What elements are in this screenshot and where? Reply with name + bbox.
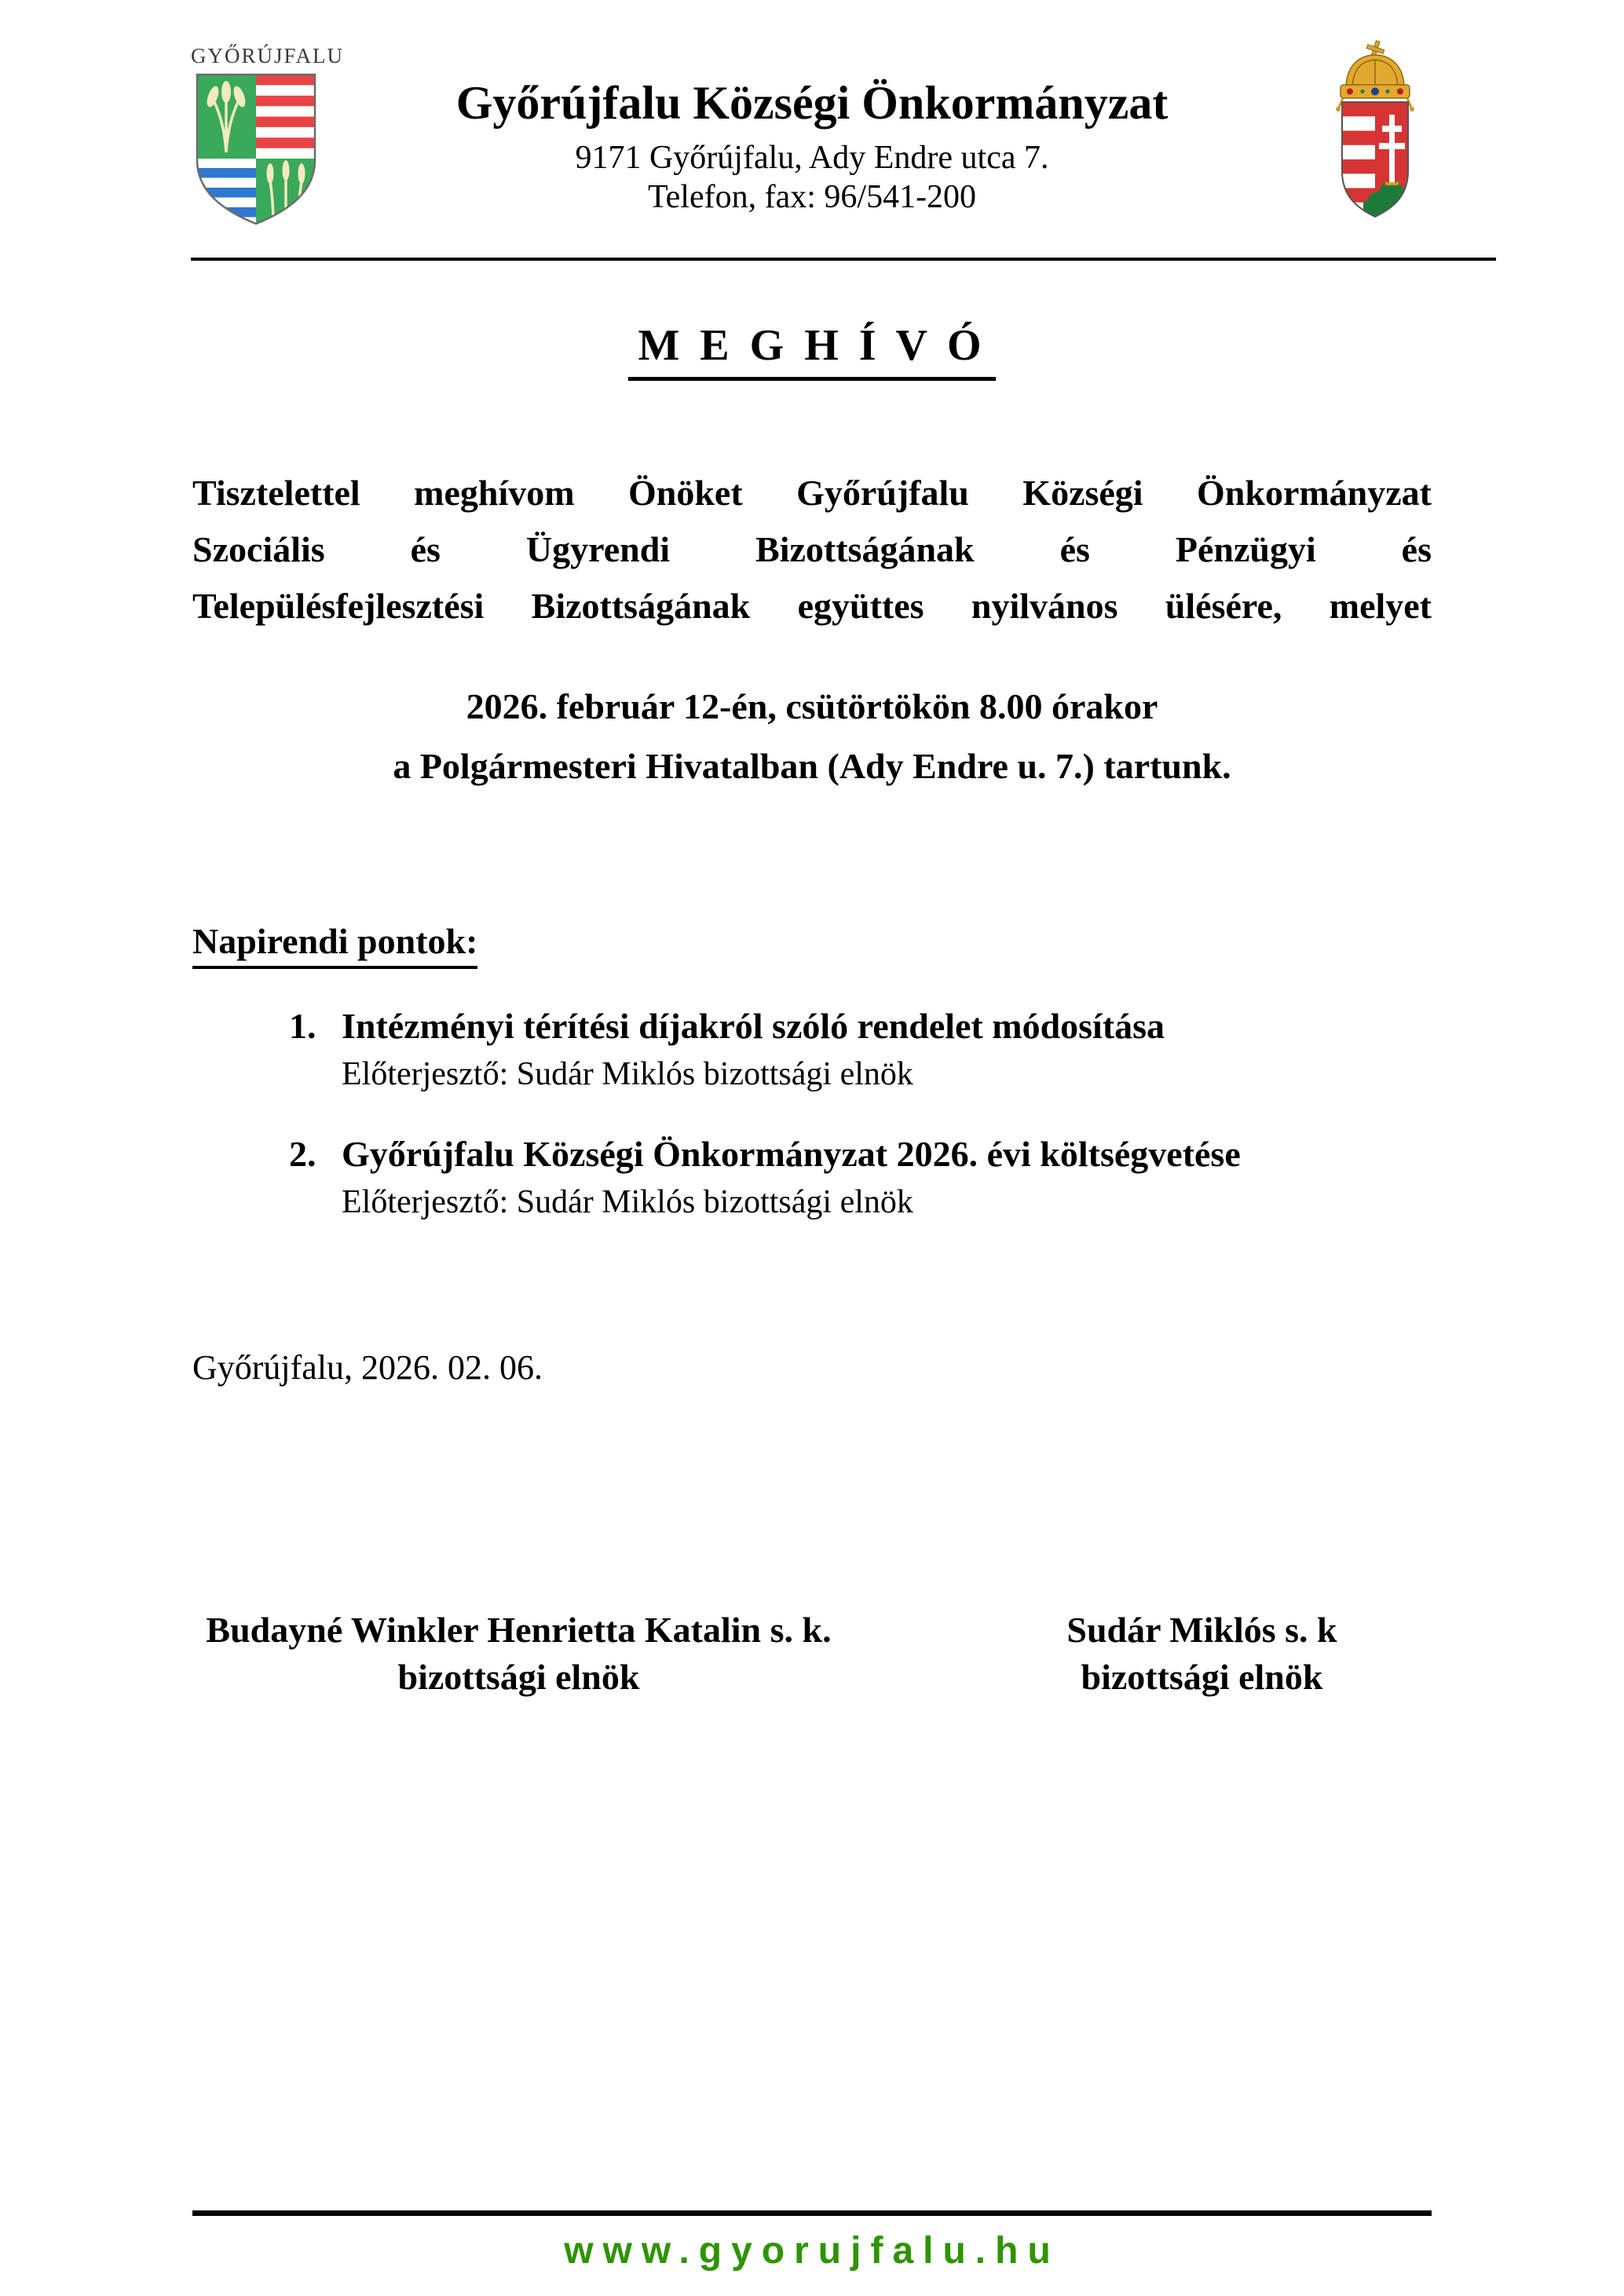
footer (0, 2229, 1624, 2272)
footer-divider (192, 2210, 1432, 2216)
hungary-coat-of-arms-icon (1316, 39, 1434, 221)
signature-right (968, 1607, 1436, 1701)
agenda-item-number: 2. (289, 1134, 316, 1174)
header-divider (191, 258, 1496, 261)
village-label: GYŐRÚJFALU (191, 44, 345, 68)
website-link[interactable]: www.gyorujfalu.hu (564, 2230, 1060, 2272)
agenda-item-presenter: Előterjesztő: Sudár Miklós bizottsági elnök (342, 1184, 913, 1220)
agenda-item-title: Győrújfalu Községi Önkormányzat 2026. évi költségvetése (342, 1134, 1241, 1174)
intro-line: Szociális és Ügyrendi Bizottságának és Pénzügyi és (192, 529, 1432, 569)
agenda-item (289, 1004, 1443, 1095)
signature-name: Budayné Winkler Henrietta Katalin s. k. (206, 1610, 832, 1650)
meeting-info (0, 677, 1624, 796)
agenda-item-number: 1. (289, 1006, 316, 1046)
doc-title: M E G H Í V Ó (628, 320, 995, 381)
org-address: 9171 Győrújfalu, Ady Endre utca 7. (575, 140, 1049, 176)
document-date: Győrújfalu, 2026. 02. 06. (192, 1348, 543, 1387)
signature-name: Sudár Miklós s. k (1066, 1610, 1337, 1650)
holy-crown-icon (1336, 39, 1414, 112)
signature-role: bizottsági elnök (1081, 1657, 1323, 1697)
agenda-heading-row (192, 920, 477, 969)
intro-line: Tisztelettel meghívom Önöket Győrújfalu Községi Önkormányzat (192, 473, 1432, 513)
agenda-item (289, 1132, 1443, 1223)
meeting-datetime: 2026. február 12-én, csütörtökön 8.00 órakor (466, 686, 1158, 726)
agenda-heading: Napirendi pontok: (192, 920, 477, 969)
agenda-item-title: Intézményi térítési díjakról szóló rendelet módosítása (342, 1006, 1165, 1046)
org-name: Győrújfalu Községi Önkormányzat (455, 77, 1169, 129)
signature-left (191, 1607, 847, 1701)
agenda-item-presenter: Előterjesztő: Sudár Miklós bizottsági elnök (342, 1056, 913, 1092)
intro-line: Településfejlesztési Bizottságának együttes nyilvános ülésére, melyet (192, 586, 1432, 626)
intro-paragraph (192, 465, 1432, 634)
org-phone: Telefon, fax: 96/541-200 (647, 179, 977, 215)
hungary-coat-of-arms (1316, 39, 1434, 225)
doc-title-row (0, 320, 1624, 381)
signature-role: bizottsági elnök (397, 1657, 640, 1697)
meeting-location: a Polgármesteri Hivatalban (Ady Endre u. 7.) tartunk. (393, 746, 1231, 786)
